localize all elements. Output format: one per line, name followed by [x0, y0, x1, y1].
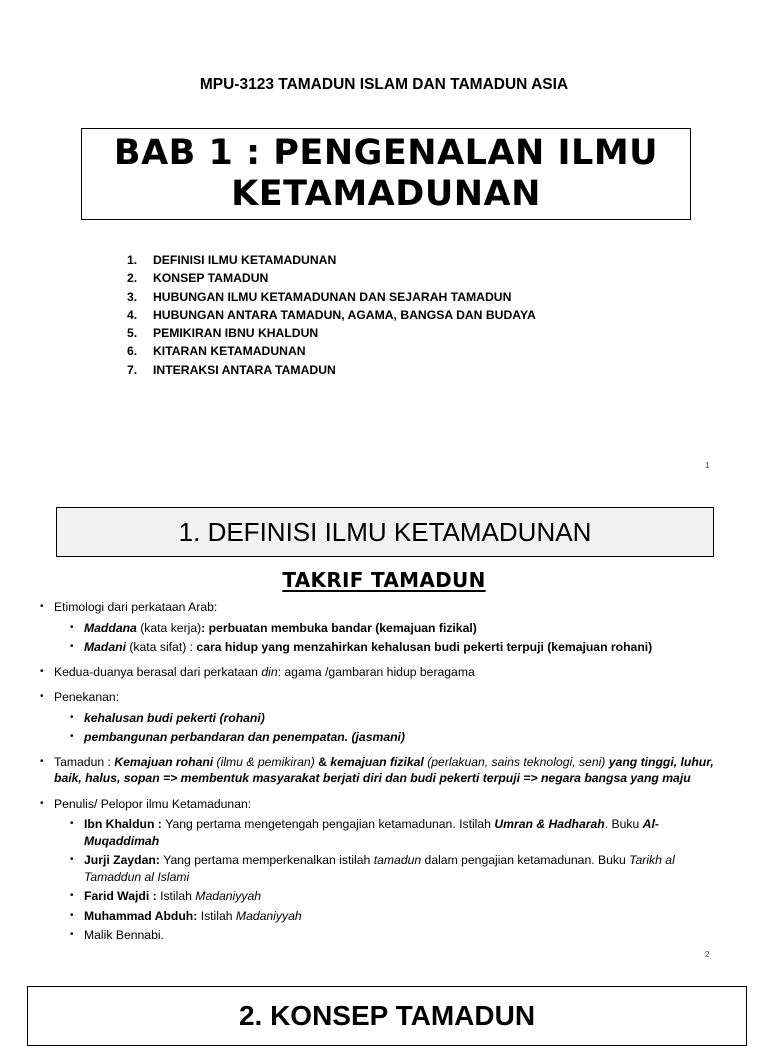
table-of-contents	[127, 251, 536, 379]
section-subtitle: TAKRIF TAMADUN	[282, 568, 486, 592]
toc-item: 4. HUBUNGAN ANTARA TAMADUN, AGAMA, BANGSA DAN BUDAYA	[127, 307, 536, 322]
list-item: • Tamadun : Kemajuan rohani (ilmu & pemikiran) & kemajuan fizikal (perlakuan, sains teknologi, seni) yang tinggi, luhur, baik, halus, sopan => membentuk masyarakat berjati diri dan budi pekerti terpuji => negara bangsa yang maju	[40, 754, 714, 785]
toc-item: 7. INTERAKSI ANTARA TAMADUN	[127, 362, 336, 377]
list-item: • Malik Bennabi.	[70, 928, 164, 942]
list-item: • Penulis/ Pelopor ilmu Ketamadunan:	[40, 796, 252, 811]
next-section-title: 2. KONSEP TAMADUN	[27, 986, 747, 1046]
list-item: • Farid Wajdi : Istilah Madaniyyah	[70, 889, 262, 903]
chapter-title-box	[81, 128, 691, 220]
list-item: • Jurji Zaydan: Yang pertama memperkenalkan istilah tamadun dalam pengajian ketamadunan. Buku Tarikh al Tamaddun al Islami	[70, 853, 675, 884]
toc-item: 3. HUBUNGAN ILMU KETAMADUNAN DAN SEJARAH TAMADUN	[127, 289, 512, 304]
list-item: • Penekanan:	[40, 690, 120, 704]
slide-number: 2	[705, 950, 710, 959]
list-item: • Maddana (kata kerja): perbuatan membuka bandar (kemajuan fizikal)	[70, 620, 477, 635]
list-item: • kehalusan budi pekerti (rohani)	[70, 710, 265, 725]
chapter-title-line2: KETAMADUNAN	[231, 174, 541, 214]
list-item: • Kedua-duanya berasal dari perkataan din: agama /gambaran hidup beragama	[40, 664, 475, 679]
section-title: 1. DEFINISI ILMU KETAMADUNAN	[56, 507, 714, 557]
toc-item: 5. PEMIKIRAN IBNU KHALDUN	[127, 326, 319, 341]
slide-number: 1	[705, 461, 710, 470]
course-title: MPU-3123 TAMADUN ISLAM DAN TAMADUN ASIA	[199, 76, 569, 93]
list-item: • Etimologi dari perkataan Arab:	[40, 600, 218, 614]
toc-item: 6. KITARAN KETAMADUNAN	[127, 344, 306, 359]
toc-item: 2. KONSEP TAMADUN	[127, 271, 269, 286]
chapter-title-line1: BAB 1 : PENGENALAN ILMU	[113, 133, 659, 173]
list-item: • Madani (kata sifat) : cara hidup yang menzahirkan kehalusan budi pekerti terpuji (kemajuan rohani)	[70, 640, 653, 654]
list-item: • Muhammad Abduh: Istilah Madaniyyah	[70, 908, 302, 923]
list-item: • Ibn Khaldun : Yang pertama mengetengah pengajian ketamadunan. Istilah Umran & Hadharah. Buku Al-Muqaddimah	[70, 817, 659, 848]
slide-content	[40, 599, 730, 947]
toc-item: 1. DEFINISI ILMU KETAMADUNAN	[127, 253, 337, 267]
list-item: • pembangunan perbandaran dan penempatan. (jasmani)	[70, 730, 405, 744]
